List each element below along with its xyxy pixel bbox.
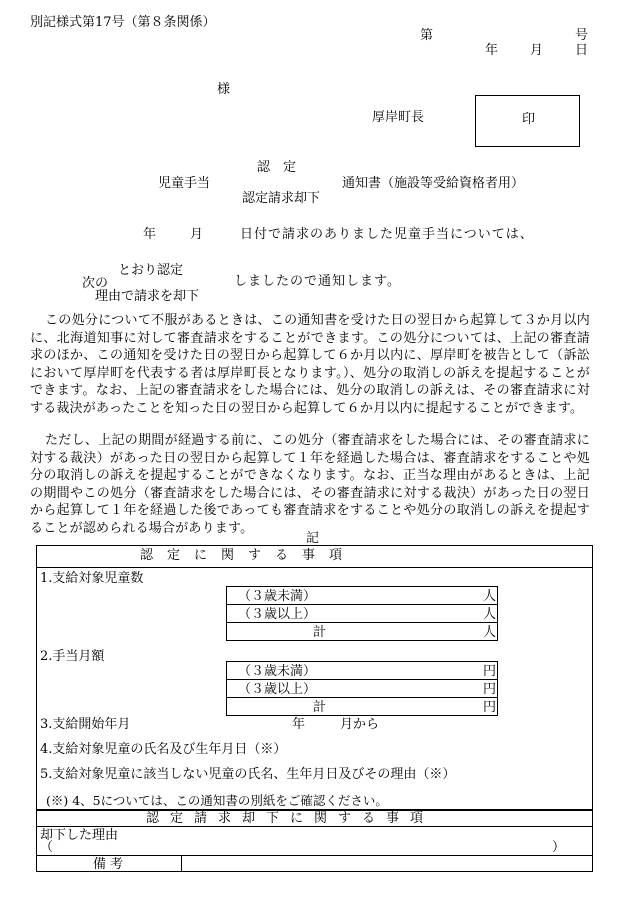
intro-option-approve: とおり認定 <box>118 263 184 278</box>
date-year: 年 <box>485 43 499 58</box>
title-option-approve: 認 定 <box>257 160 297 175</box>
start-month-year: 年 <box>292 717 306 732</box>
seal-label: 印 <box>522 112 536 127</box>
rejection-section-header: 認定請求却下に関する事項 <box>146 811 435 826</box>
reason-paren-close: ） <box>552 840 566 855</box>
start-month-from: 月から <box>340 717 380 732</box>
child-count-label: 1.支給対象児童数 <box>40 571 144 586</box>
reason-paren-open: （ <box>40 840 54 855</box>
attachment-note: (※) 4、5については、この通知書の別紙をご確認ください。 <box>46 793 388 808</box>
intro-text: 日付で請求のありました児童手当については、 <box>240 227 534 242</box>
child-count-under3-unit: 人 <box>483 589 497 604</box>
rejection-reason-divider <box>36 855 593 856</box>
seal-box <box>475 95 580 147</box>
monthly-amount-divider-2 <box>226 697 498 698</box>
eligible-children-label: 4.支給対象児童の氏名及び生年月日（※） <box>40 742 287 757</box>
approval-section-header: 認定に関する事項 <box>140 548 357 563</box>
monthly-amount-over3-unit: 円 <box>483 682 497 697</box>
ki-label: 記 <box>306 531 320 546</box>
monthly-amount-over3-label: （３歳以上） <box>238 682 317 697</box>
intro-option-reject: 理由で請求を却下 <box>95 289 200 304</box>
remarks-divider <box>181 855 182 872</box>
child-count-divider-1 <box>226 604 498 605</box>
remarks-label: 備考 <box>93 857 128 872</box>
date-day: 日 <box>575 43 589 58</box>
intro-year: 年 <box>143 227 157 242</box>
title-prefix: 児童手当 <box>158 176 211 191</box>
title-suffix: 通知書（施設等受給資格者用） <box>342 176 525 191</box>
recipient-honorific: 様 <box>217 82 231 97</box>
child-count-divider-2 <box>226 622 498 623</box>
notice-paragraph-2: ただし、上記の期間が経過する前に、この処分（審査請求をした場合には、その審査請求に対する裁決）があった日の翌日から起算して１年を経過した場合は、審査請求をすることや処分の取消しの訴えを提起することができなくなります。なお、正当な理由があるときは、上記の期間やこの処分（審査請求をした場合には、その審査請求に対する裁決）があった日の翌日から起算して１年を経過した後であっても審査請求をすることや処分の取消しの訴えを提起することが認められる場合があります。 <box>30 433 590 536</box>
intro-next: 次の <box>82 276 109 291</box>
number-prefix: 第 <box>420 28 434 43</box>
child-count-under3-label: （３歳未満） <box>238 589 317 604</box>
title-option-reject: 認定請求却下 <box>242 191 321 206</box>
approval-header-divider <box>36 567 593 568</box>
intro-ending: しましたので通知します。 <box>234 274 401 289</box>
form-label: 別記様式第17号（第８条関係） <box>30 15 216 30</box>
monthly-amount-total-unit: 円 <box>483 700 497 715</box>
child-count-total-unit: 人 <box>483 625 497 640</box>
monthly-amount-label: 2.手当月額 <box>40 649 105 664</box>
notice-paragraph-1: この処分について不服があるときは、この通知書を受けた日の翌日から起算して３か月以内に、北海道知事に対して審査請求をすることができます。この処分については、上記の審査請求のほか、この通知を受けた日の翌日から起算して６か月以内に、厚岸町を被告として（訴訟において厚岸町を代表する者は厚岸町長となります。）、処分の取消しの訴えを提起することができます。なお、上記の審査請求をした場合には、処分の取消しの訴えは、その審査請求に対する裁決があったことを知った日の翌日から起算して６か月以内に提起することができます。 <box>30 313 590 416</box>
child-count-over3-unit: 人 <box>483 607 497 622</box>
monthly-amount-under3-unit: 円 <box>483 664 497 679</box>
start-month-label: 3.支給開始年月 <box>40 717 131 732</box>
monthly-amount-total-label: 計 <box>313 700 327 715</box>
monthly-amount-under3-label: （３歳未満） <box>238 664 317 679</box>
child-count-over3-label: （３歳以上） <box>238 607 317 622</box>
sender-title: 厚岸町長 <box>372 110 425 125</box>
rejection-header-divider <box>36 826 593 827</box>
monthly-amount-divider-1 <box>226 679 498 680</box>
intro-month: 月 <box>190 227 204 242</box>
ineligible-children-label: 5.支給対象児童に該当しない児童の氏名、生年月日及びその理由（※） <box>40 767 456 782</box>
date-month: 月 <box>530 43 544 58</box>
rejection-reason-label: 却下した理由 <box>40 828 119 843</box>
child-count-total-label: 計 <box>313 625 327 640</box>
number-suffix: 号 <box>575 28 589 43</box>
